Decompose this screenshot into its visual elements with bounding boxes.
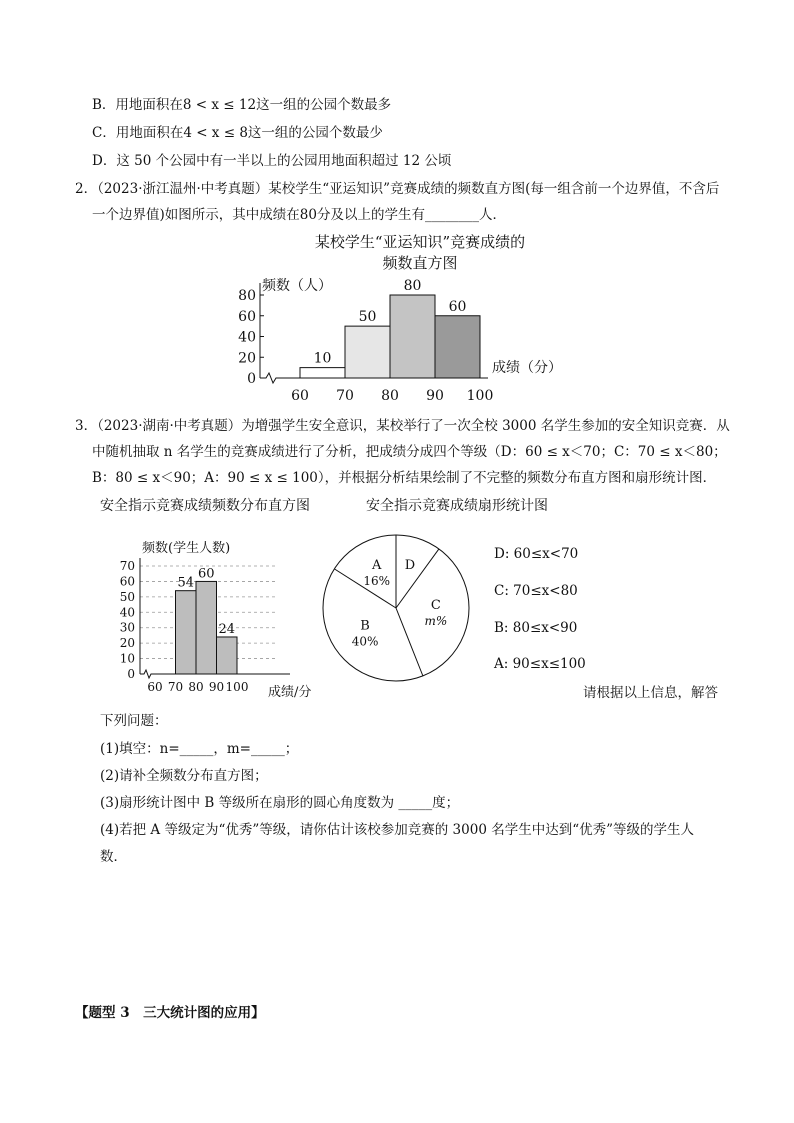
x-axis-label: 成绩（分） <box>492 360 562 376</box>
bar-value-label: 10 <box>313 350 332 367</box>
q1-option-c: C．用地面积在4 < x ≤ 8这一组的公园个数最少 <box>92 125 383 141</box>
x-tick-label: 60 <box>147 680 163 694</box>
pie-chart <box>316 530 476 690</box>
q2-text-line1: 2．（2023·浙江温州·中考真题）某校学生“亚运知识”竞赛成绩的频数直方图(每一组含前一个边界值，不含后 <box>75 181 720 197</box>
x-tick-label: 90 <box>426 388 444 404</box>
bar-value-label: 60 <box>197 566 215 582</box>
chart1-title-line2: 频数直方图 <box>382 254 458 272</box>
y-tick-label: 40 <box>119 605 135 620</box>
bar-value-label: 50 <box>358 309 377 326</box>
x-tick-label: 70 <box>336 388 354 404</box>
pie-slice-label: C <box>430 598 441 614</box>
y-tick-label: 30 <box>119 620 135 635</box>
chart1-title-line1: 某校学生“亚运知识”竞赛成绩的 <box>314 233 526 251</box>
q2-text-line2: 一个边界值)如图所示，其中成绩在80分及以上的学生有________人． <box>92 207 506 223</box>
histogram-bar <box>435 316 480 378</box>
q3-text-line3: B：80 ≤ x＜90；A：90 ≤ x ≤ 100），并根据分析结果绘制了不完整的频数分布直方图和扇形统计图． <box>92 470 717 486</box>
histogram-bar <box>176 591 197 674</box>
q1-option-b: B．用地面积在8 < x ≤ 12这一组的公园个数最多 <box>92 97 392 113</box>
y-tick-label: 70 <box>119 559 135 573</box>
y-tick-label: 20 <box>119 636 135 651</box>
x-tick-label: 100 <box>225 680 249 694</box>
q3-sub4-line1: (4)若把 A 等级定为“优秀”等级，请你估计该校参加竞赛的 3000 名学生中达到“优秀”等级的学生人 <box>100 822 694 838</box>
x-tick-label: 90 <box>208 680 225 694</box>
bar-value-label: 80 <box>403 278 422 294</box>
x-tick-label: 60 <box>291 388 309 404</box>
q3-sub2: (2)请补全频数分布直方图； <box>100 768 268 784</box>
bar-value-label: 24 <box>218 621 236 637</box>
pie-slice-label: A <box>371 557 382 573</box>
q3-after-chart2: 下列问题： <box>100 713 168 729</box>
pie-legend-c: C: 70≤x<80 <box>494 583 578 599</box>
y-tick-label: 80 <box>238 288 256 304</box>
pie-slice-label: D <box>404 557 416 573</box>
y-axis-label: 频数(学生人数) <box>142 541 231 556</box>
pie-slice-percent: m% <box>424 614 448 629</box>
pie-legend-a: A: 90≤x≤100 <box>494 656 586 672</box>
q1-option-d: D．这 50 个公园中有一半以上的公园用地面积超过 12 公顷 <box>92 153 452 169</box>
x-tick-label: 70 <box>167 680 184 694</box>
histogram-bar <box>300 368 345 378</box>
y-tick-label: 0 <box>127 667 135 681</box>
q3-after-chart: 请根据以上信息，解答 <box>583 685 718 701</box>
section-tag: 【题型 3 三大统计图的应用】 <box>75 1005 265 1021</box>
q3-text-line2: 中随机抽取 n 名学生的竞赛成绩进行了分析，把成绩分成四个等级（D：60 ≤ x＜70；C：70 ≤ x＜80； <box>92 444 727 460</box>
pie-slice-percent: 40% <box>351 634 379 649</box>
histogram-bar <box>390 295 435 378</box>
x-tick-label: 100 <box>466 388 494 404</box>
chart1-histogram <box>220 270 600 405</box>
y-tick-label: 50 <box>119 589 135 604</box>
pie-legend-b: B: 80≤x<90 <box>494 620 578 636</box>
q3-sub1: (1)填空：n=_____，m=_____； <box>100 741 299 757</box>
x-tick-label: 80 <box>188 680 204 694</box>
y-tick-label: 60 <box>119 574 135 589</box>
histogram-bar <box>345 326 390 378</box>
q3-sub3: (3)扇形统计图中 B 等级所在扇形的圆心角度数为 _____度； <box>100 795 460 811</box>
hist-caption: 安全指示竞赛成绩频数分布直方图 <box>100 498 310 514</box>
x-tick-label: 80 <box>381 388 399 404</box>
pie-slice-label: B <box>360 618 370 634</box>
histogram-bar <box>217 637 238 674</box>
q3-sub4-line2: 数． <box>100 849 127 865</box>
y-tick-label: 40 <box>238 329 256 346</box>
y-axis-label: 频数（人） <box>262 278 332 294</box>
y-tick-label: 10 <box>119 651 135 666</box>
y-tick-label: 0 <box>247 371 256 387</box>
x-axis-label: 成绩/分 <box>268 685 312 700</box>
bar-value-label: 60 <box>448 298 467 315</box>
pie-slice-percent: 16% <box>363 573 390 588</box>
y-tick-label: 60 <box>238 308 256 325</box>
pie-caption: 安全指示竞赛成绩扇形统计图 <box>366 498 548 514</box>
y-tick-label: 20 <box>238 350 256 367</box>
q3-text-line1: 3．（2023·湖南·中考真题）为增强学生安全意识，某校举行了一次全校 3000 名学生参加的安全知识竞赛．从 <box>75 418 730 434</box>
chart2-histogram <box>110 530 330 700</box>
histogram-bar <box>196 581 217 674</box>
pie-legend-d: D: 60≤x<70 <box>494 546 579 562</box>
bar-value-label: 54 <box>177 575 195 591</box>
